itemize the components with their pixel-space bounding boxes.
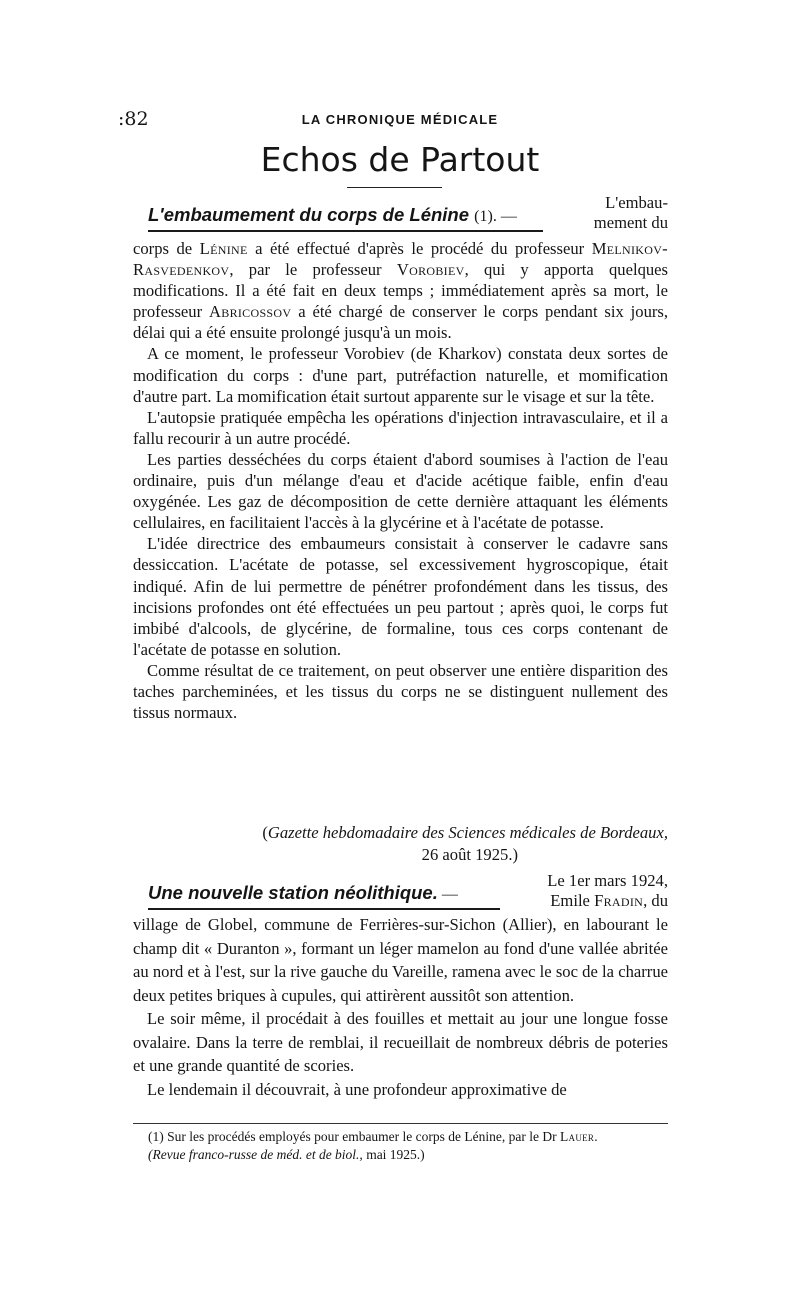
- article2-paragraph: village de Globel, commune de Ferrières-sur-Sichon (Allier), en labourant le champ dit « Duranton », formant un léger mamelon au fond d'une vallée abritée au nord et à l'est, sur la rive gauche du Vareille, ramena avec le soc de la charrue deux petites briques à cupules, qui attirèrent aussitôt son attention.: [133, 915, 668, 1005]
- page-number: :82: [118, 108, 149, 130]
- person-name: Vorobiev: [396, 260, 465, 280]
- article1-title: [148, 204, 517, 226]
- article2-title-text: Une nouvelle station néolithique.: [148, 882, 438, 903]
- article1-paragraph: corps de Lénine a été effectué d'après le procédé du professeur Melnikov-Rasvedenkov, par le professeur Vorobiev, qui y apporta quelques modifications. Il a été fait en deux temps ; immédiatement après sa mort, le professeur Abricossov a été chargé de conserver le corps pendant six jours, délai qui a été ensuite prolongé jusqu'à un mois.: [133, 239, 669, 343]
- person-name: Lénine: [199, 239, 248, 258]
- article1-aside-line2: mement du: [593, 213, 668, 232]
- footnote-line2: (Revue franco-russe de méd. et de biol., mai 1925.): [148, 1147, 425, 1162]
- article1-paragraph: L'autopsie pratiquée empêcha les opérations d'injection intravasculaire, et il a fallu recourir à un autre procédé.: [133, 407, 668, 448]
- section-title: Echos de Partout: [260, 140, 540, 179]
- article1-heading: [148, 190, 668, 234]
- title-rule: [347, 187, 442, 188]
- article2-title-dash: —: [437, 886, 458, 903]
- article1-title-rule: [148, 230, 543, 232]
- citation-source: Gazette hebdomadaire des Sciences médicales de Bordeaux,: [267, 823, 668, 842]
- article1-paragraph: A ce moment, le professeur Vorobiev (de Kharkov) constata deux sortes de modification du corps : d'une part, putréfaction naturelle, et momification d'autre part. La momification était surtout apparente sur le visage et sur la tête.: [133, 344, 668, 406]
- article2-heading: [148, 868, 668, 912]
- footnote: [148, 1128, 670, 1164]
- person-name: Abricossov: [209, 302, 292, 322]
- article1-heading-aside: [594, 193, 668, 233]
- article1-paragraph: Comme résultat de ce traitement, on peut observer une entière disparition des taches parcheminées, et les tissus du corps ne se distinguent nullement des tissus normaux.: [133, 660, 668, 723]
- citation-source-line: (Gazette hebdomadaire des Sciences médicales de Bordeaux,: [262, 823, 668, 842]
- article2-paragraph: Le soir même, il procédait à des fouilles et mettait au jour une longue fosse ovalaire. Dans la terre de remblai, il recueillait de nombreux débris de poteries et une grande quantité de scories.: [133, 1009, 668, 1075]
- person-name: Lauer: [559, 1129, 595, 1144]
- article2-title-rule: [148, 908, 500, 910]
- article1-paragraph: Les parties desséchées du corps étaient d'abord soumises à l'action de l'eau ordinaire, puis d'un mélange d'eau et d'acide acétique faible, enfin d'eau oxygénée. Les gaz de décomposition de cette dernière attaquant les éléments cellulaires, en facilitaient l'accès à la glycérine et à l'acétate de potasse.: [133, 449, 668, 533]
- article1-citation: [133, 822, 668, 866]
- article1-aside-line1: L'embau-: [605, 193, 668, 212]
- person-name: Melnikov-Rasvedenkov: [133, 239, 669, 280]
- article2-body: [133, 913, 668, 1101]
- article1-title-text: L'embaumement du corps de Lénine: [148, 204, 470, 225]
- article2-aside-line1: Le 1er mars 1924,: [547, 871, 668, 890]
- article2-aside-line2: Emile Fradin, du: [550, 891, 668, 910]
- article1-body: [133, 238, 668, 723]
- article1-note-ref: (1). —: [474, 208, 517, 225]
- article2-title: [148, 882, 458, 904]
- article2-heading-aside: [547, 871, 668, 911]
- citation-date: 26 août 1925.): [421, 845, 518, 864]
- footnote-source: (Revue franco-russe de méd. et de biol.,: [148, 1147, 363, 1162]
- running-header: LA CHRONIQUE MÉDICALE: [301, 112, 499, 127]
- article1-paragraph: L'idée directrice des embaumeurs consistait à conserver le cadavre sans dessiccation. L'acétate de potasse, sel excessivement hygroscopique, était indiqué. Afin de lui permettre de pénétrer profondément dans les tissus, des incisions profondes ont été effectuées un peu partout ; après quoi, le corps fut imbibé d'alcools, de glycérine, de formaline, tous ces corps contenant de l'acétate de potasse en solution.: [133, 534, 668, 659]
- person-name: Fradin: [594, 891, 644, 910]
- article2-paragraph: Le lendemain il découvrait, à une profondeur approximative de: [147, 1079, 567, 1099]
- footnote-rule: [133, 1123, 668, 1124]
- footnote-line1: (1) Sur les procédés employés pour embaumer le corps de Lénine, par le Dr Lauer.: [148, 1129, 598, 1144]
